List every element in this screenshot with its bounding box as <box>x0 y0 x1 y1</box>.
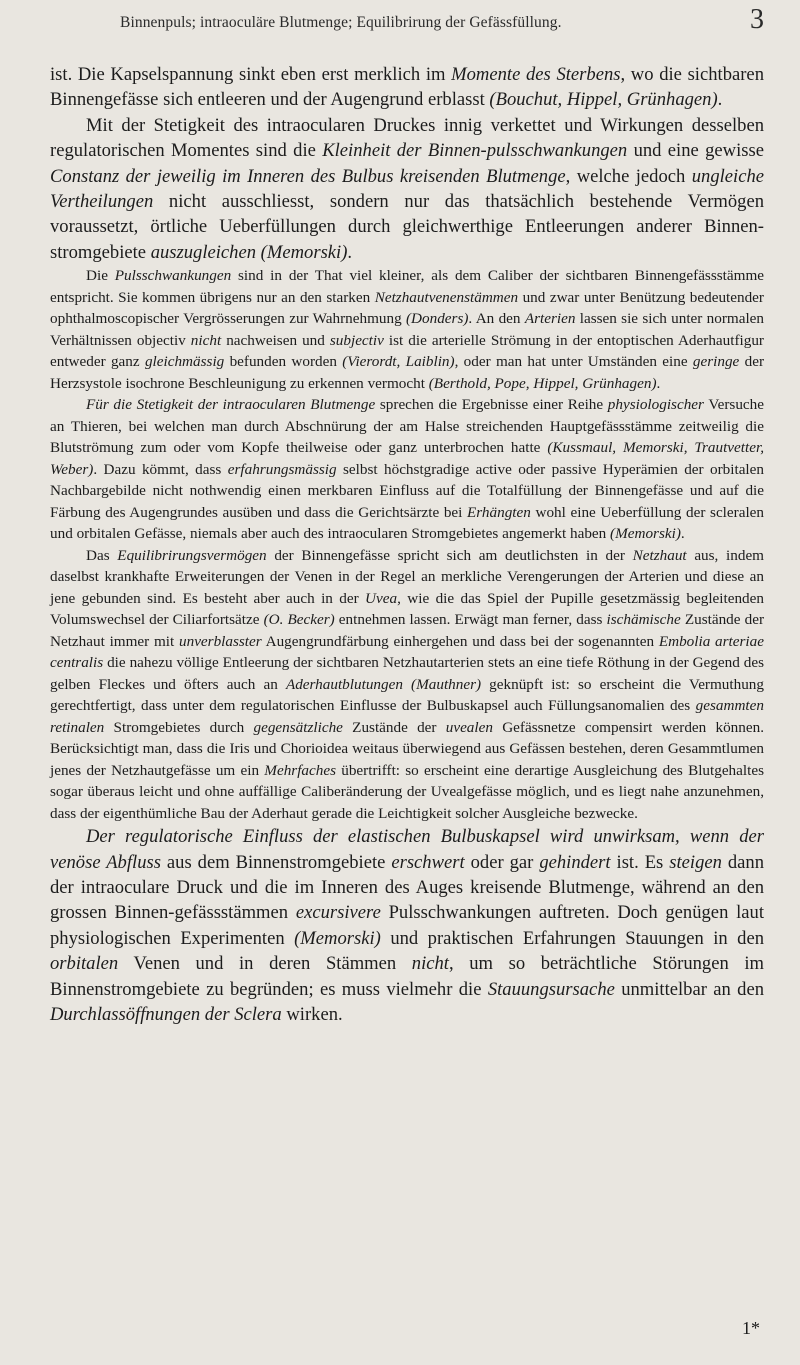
paragraph-5: Das Equilibrirungsvermögen der Binnengefässe spricht sich am deutlichsten in der Netzhaut aus, indem daselbst krankhafte Erweiterungen der Venen in der Regel an merkliche Verengerungen der Arterien und diese an jene gebunden sind. Es besteht aber auch in der Uvea, wie die das Spiel der Pupille gesetzmässig begleitenden Volumswechsel der Ciliarfortsätze (O. Becker) entnehmen lassen. Erwägt man ferner, dass ischämische Zustände der Netzhaut immer mit unverblasster Augengrundfärbung einhergehen und dass bei der sogenannten Embolia arteriae centralis die nahezu völlige Entleerung der sichtbaren Netzhautarterien stets an eine tiefe Röthung in der Gegend des gelben Fleckes und öfters auch an Aderhautblutungen (Mauthner) geknüpft ist: so erscheint die Vermuthung gerechtfertigt, dass unter dem regulatorischen Einflusse der Bulbuskapsel auch Füllungsanomalien des gesammten retinalen Stromgebietes durch gegensätzliche Zustände der uvealen Gefässnetze compensirt werden können. Berücksichtigt man, dass die Iris und Chorioidea weitaus überwiegend aus Gefässen bestehen, deren Gesammtlumen jenes der Netzhautgefässe um ein Mehrfaches übertrifft: so erscheint eine derartige Ausgleichung des Blutgehaltes sogar überaus leicht und ohne auffällige Caliberänderung der Uvealgefässe möglich, und es liegt nahe anzunehmen, dass der eigenthümliche Bau der Aderhaut gerade die Leichtigkeit solcher Ausgleiche bezwecke. <box>50 546 764 822</box>
running-title: Binnenpuls; intraoculäre Blutmenge; Equilibrirung der Gefässfüllung. <box>120 14 562 31</box>
paragraph-6: Der regulatorische Einfluss der elastischen Bulbuskapsel wird unwirksam, wenn der venöse Abfluss aus dem Binnenstromgebiete erschwert oder gar gehindert ist. Es steigen dann der intraoculare Druck und die im Inneren des Auges kreisende Blutmenge, während an den grossen Binnen-gefässstämmen excursivere Pulsschwankungen auftreten. Doch genügen laut physiologischen Experimenten (Memorski) und praktischen Erfahrungen Stauungen in den orbitalen Venen und in deren Stämmen nicht, um so beträchtliche Störungen im Binnenstromgebiete zu begründen; es muss vielmehr die Stauungsursache unmittelbar an den Durchlassöffnungen der Sclera wirken. <box>50 826 765 1026</box>
paragraph-4: Für die Stetigkeit der intraocularen Blutmenge sprechen die Ergebnisse einer Reihe physiologischer Versuche an Thieren, bei welchen man durch Abschnürung der am Halse streichenden Hauptgefässstämme zeitweilig die Blutströmung zum oder vom Kopfe theilweise oder ganz unterbrochen hatte (Kussmaul, Memorski, Trautvetter, Weber). Dazu kömmt, dass erfahrungsmässig selbst höchstgradige active oder passive Hyperämien der orbitalen Nachbargebilde nicht nothwendig einen merkbaren Einfluss auf die Totalfüllung der Binnengefässe und auf die Färbung des Augengrundes ausüben und dass die Gerichtsärzte bei Erhängten wohl eine Ueberfüllung der scleralen und orbitalen Gefässe, niemals aber auch des intraocularen Stromgebietes angemerkt haben (Memorski). <box>50 396 765 543</box>
signature-mark: 1* <box>742 1318 760 1338</box>
body-text <box>50 62 764 1028</box>
paragraph-2: Mit der Stetigkeit des intraocularen Druckes innig verkettet und Wirkungen desselben regulatorischen Momentes sind die Kleinheit der Binnen-pulsschwankungen und eine gewisse Constanz der jeweilig im Inneren des Bulbus kreisenden Blutmenge, welche jedoch ungleiche Vertheilungen nicht ausschliesst, sondern nur das thatsächlich bestehende Vermögen voraussetzt, örtliche Ueberfüllungen durch gleichwerthige Entleerungen anderer Binnen-stromgebiete auszugleichen (Memorski). <box>50 114 764 263</box>
paragraph-1: ist. Die Kapselspannung sinkt eben erst merklich im Momente des Sterbens, wo die sichtbaren Binnengefässe sich entleeren und der Augengrund erblasst (Bouchut, Hippel, Grünhagen). <box>50 64 764 111</box>
running-head <box>120 4 764 40</box>
page-number: 3 <box>750 4 764 35</box>
paragraph-3: Die Pulsschwankungen sind in der That viel kleiner, als dem Caliber der sichtbaren Binnengefässstämme entspricht. Sie kommen übrigens nur an den starken Netzhautvenenstämmen und zwar unter Benützung bedeutender ophthalmoscopischer Vergrösserungen zur Wahrnehmung (Donders). An den Arterien lassen sie sich unter normalen Verhältnissen objectiv nicht nachweisen und subjectiv ist die arterielle Strömung in der entoptischen Aderhautfigur entweder ganz gleichmässig befunden worden (Vierordt, Laiblin), oder man hat unter Umständen eine geringe der Herzsystole isochrone Beschleunigung zu erkennen vermocht (Berthold, Pope, Hippel, Grünhagen). <box>50 267 765 392</box>
